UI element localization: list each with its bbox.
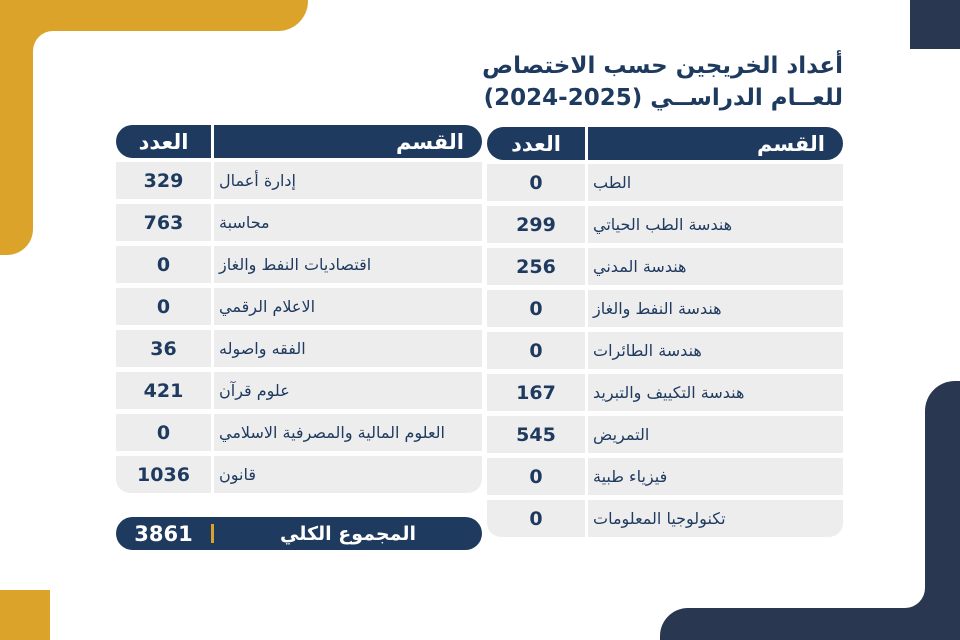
- row-count-value: 1036: [137, 463, 190, 486]
- graduates-table-right: [487, 127, 843, 537]
- column-divider: [211, 288, 214, 325]
- row-dept-label: العلوم المالية والمصرفية الاسلامي: [219, 423, 445, 442]
- grand-total-label: المجموع الكلي: [280, 522, 416, 545]
- table-row: [487, 290, 843, 327]
- table-body: [116, 162, 482, 493]
- row-dept-label: الفقه واصوله: [219, 339, 306, 358]
- row-count-value: 0: [156, 295, 171, 318]
- row-dept-label: اقتصاديات النفط والغاز: [219, 255, 372, 274]
- row-dept-label: إدارة أعمال: [219, 171, 296, 190]
- gold-bottom-left-square: [0, 590, 50, 640]
- column-divider: [211, 204, 214, 241]
- table-header: [487, 127, 843, 160]
- row-dept-label: هندسة المدني: [593, 257, 687, 276]
- row-count-value: 0: [529, 507, 543, 530]
- page-title-line1: أعداد الخريجين حسب الاختصاص: [482, 53, 843, 79]
- row-count-value: 299: [516, 213, 556, 236]
- column-divider: [585, 248, 588, 285]
- table-row: [487, 416, 843, 453]
- table-row: [116, 246, 482, 283]
- page-title-line2: للعــام الدراســي (2025-2024): [483, 85, 843, 112]
- table-row: [487, 164, 843, 201]
- table-body: [487, 164, 843, 537]
- row-dept-label: محاسبة: [219, 213, 270, 232]
- row-count-value: 256: [516, 255, 556, 278]
- table-row: [487, 248, 843, 285]
- row-dept-label: التمريض: [593, 425, 650, 444]
- column-divider: [585, 206, 588, 243]
- table-row: [116, 414, 482, 451]
- row-count-value: 0: [529, 171, 543, 194]
- table-row: [487, 458, 843, 495]
- row-count-value: 0: [529, 297, 543, 320]
- column-divider: [585, 164, 588, 201]
- grand-total-value: 3861: [134, 521, 193, 546]
- row-count-value: 421: [143, 379, 184, 402]
- table-row: [116, 204, 482, 241]
- column-divider: [585, 374, 588, 411]
- table-header: [116, 125, 482, 158]
- row-dept-label: هندسة التكييف والتبريد: [593, 383, 745, 402]
- row-count-value: 0: [156, 253, 171, 276]
- column-divider: [585, 332, 588, 369]
- table-row: [116, 330, 482, 367]
- navy-top-right-block: [910, 0, 960, 49]
- table-row: [116, 288, 482, 325]
- row-count-value: 0: [529, 339, 543, 362]
- header-dept-label: القسم: [756, 131, 825, 156]
- row-count-value: 0: [529, 465, 543, 488]
- row-dept-label: الاعلام الرقمي: [219, 297, 316, 316]
- table-row: [487, 206, 843, 243]
- column-divider: [211, 414, 214, 451]
- column-divider: [211, 372, 214, 409]
- table-row: [116, 456, 482, 493]
- row-dept-label: تكنولوجيا المعلومات: [593, 509, 726, 528]
- row-count-value: 0: [156, 421, 171, 444]
- row-dept-label: هندسة الطب الحياتي: [593, 215, 733, 234]
- row-count-value: 329: [143, 169, 184, 192]
- column-divider: [585, 458, 588, 495]
- column-divider: [585, 416, 588, 453]
- row-count-value: 167: [516, 381, 556, 404]
- row-dept-label: علوم قرآن: [219, 381, 290, 400]
- column-divider: [585, 500, 588, 537]
- grand-total-bar: [116, 517, 482, 550]
- header-count-label: العدد: [511, 131, 561, 156]
- row-dept-label: هندسة النفط والغاز: [593, 299, 722, 318]
- navy-right-bar-decoration: [925, 381, 960, 640]
- navy-bottom-bar-decoration: [660, 608, 960, 640]
- column-divider: [211, 330, 214, 367]
- column-divider: [211, 456, 214, 493]
- table-row: [116, 162, 482, 199]
- row-dept-label: قانون: [219, 465, 256, 484]
- column-divider: [585, 127, 588, 160]
- row-count-value: 545: [516, 423, 556, 446]
- row-dept-label: الطب: [593, 173, 632, 192]
- column-divider: [211, 125, 214, 158]
- column-divider: [585, 290, 588, 327]
- table-row: [487, 374, 843, 411]
- row-count-value: 763: [143, 211, 184, 234]
- column-divider: [211, 246, 214, 283]
- table-row: [116, 372, 482, 409]
- row-dept-label: هندسة الطائرات: [593, 341, 702, 360]
- column-divider: [211, 162, 214, 199]
- gold-left-bar-decoration: [0, 0, 33, 255]
- graduates-table-left: [116, 125, 482, 493]
- header-dept-label: القسم: [395, 129, 464, 154]
- table-row: [487, 332, 843, 369]
- gold-top-bar-decoration: [0, 0, 308, 31]
- table-row: [487, 500, 843, 537]
- row-count-value: 36: [150, 337, 177, 360]
- row-dept-label: فيزياء طبية: [593, 467, 668, 486]
- header-count-label: العدد: [138, 129, 189, 154]
- page-title: [482, 50, 843, 114]
